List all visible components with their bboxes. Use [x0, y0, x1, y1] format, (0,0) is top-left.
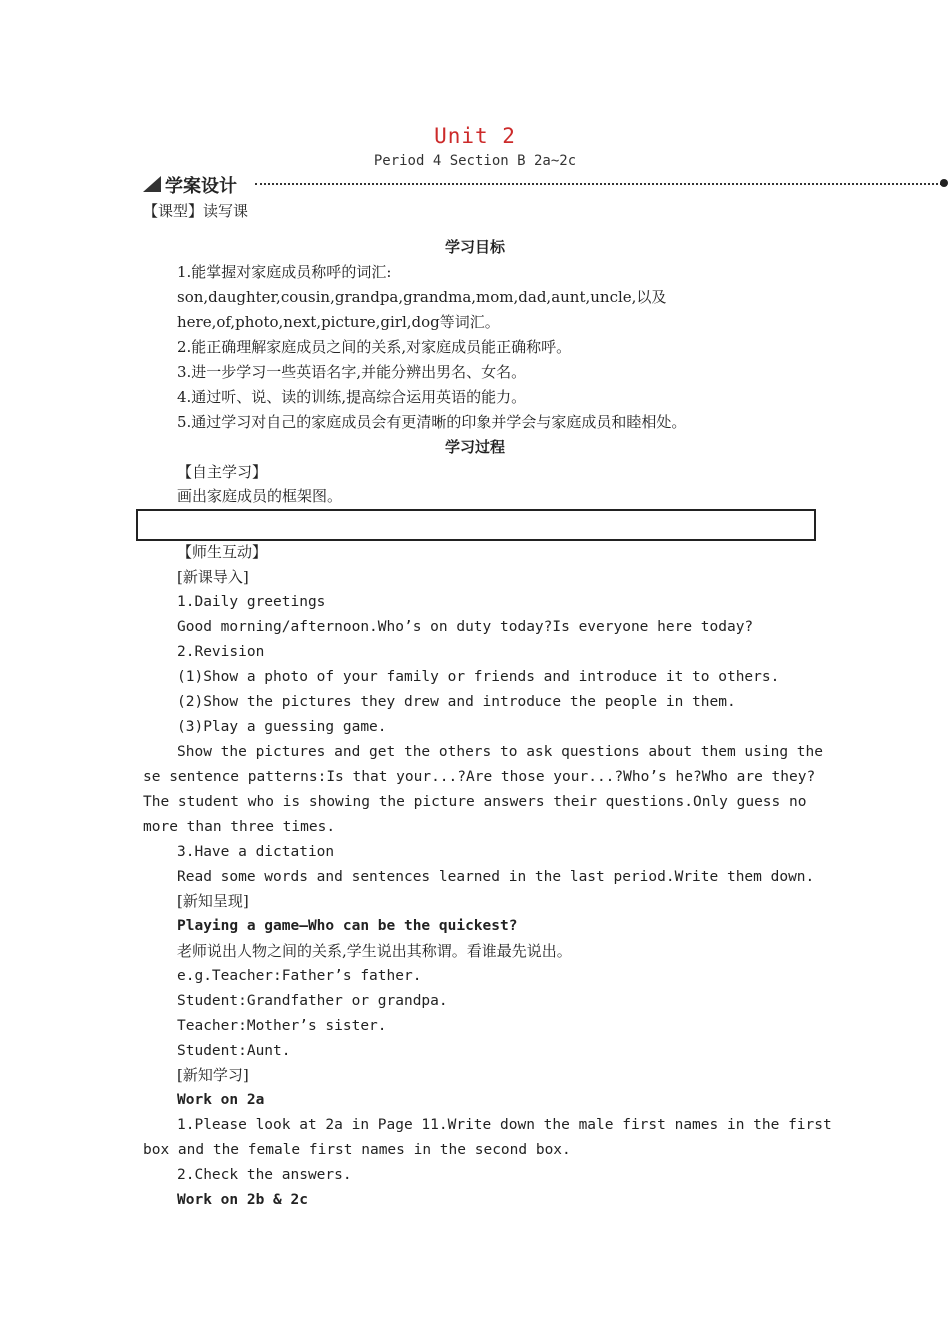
- self-study-label: 【自主学习】: [177, 463, 268, 481]
- process-line: (2)Show the pictures they drew and introduce the people in them.: [177, 694, 736, 710]
- example-line: Student:Grandfather or grandpa.: [177, 993, 448, 1009]
- game-title: Playing a game—Who can be the quickest?: [177, 918, 518, 934]
- banner-label: 学案设计: [165, 176, 237, 197]
- example-line: e.g.Teacher:Father’s father.: [177, 968, 422, 984]
- dictation-text: Read some words and sentences learned in the last period.Write them down.: [177, 869, 815, 885]
- unit-title: Unit 2: [434, 124, 516, 148]
- objective-item: here,of,photo,next,picture,girl,dog等词汇。: [177, 313, 500, 331]
- divider-end-dot: [940, 179, 948, 187]
- process-line: (3)Play a guessing game.: [177, 719, 387, 735]
- dictation-title: 3.Have a dictation: [177, 844, 335, 860]
- lesson-type: 【课型】读写课: [143, 202, 249, 220]
- triangle-icon: [143, 176, 161, 192]
- task-line: box and the female first names in the second box.: [143, 1142, 571, 1158]
- objective-item: son,daughter,cousin,grandpa,grandma,mom,dad,aunt,uncle,以及: [177, 288, 667, 306]
- objective-item: 3.进一步学习一些英语名字,并能分辨出男名、女名。: [177, 363, 527, 381]
- objective-item: 2.能正确理解家庭成员之间的关系,对家庭成员能正确称呼。: [177, 338, 572, 356]
- work-2a-heading: Work on 2a: [177, 1092, 265, 1108]
- objective-item: 1.能掌握对家庭成员称呼的词汇:: [177, 263, 392, 281]
- dotted-divider: [255, 183, 942, 185]
- objective-item: 4.通过听、说、读的训练,提高综合运用英语的能力。: [177, 388, 527, 406]
- paragraph-line: more than three times.: [143, 819, 336, 835]
- paragraph-line: se sentence patterns:Is that your...?Are those your...?Who’s he?Who are they?: [143, 769, 816, 785]
- game-desc: 老师说出人物之间的关系,学生说出其称谓。看谁最先说出。: [177, 942, 572, 960]
- paragraph-line: The student who is showing the picture answers their questions.Only guess no: [143, 794, 807, 810]
- objective-item: 5.通过学习对自己的家庭成员会有更清晰的印象并学会与家庭成员和睦相处。: [177, 413, 687, 431]
- task-line: 2.Check the answers.: [177, 1167, 352, 1183]
- objectives-heading: 学习目标: [444, 238, 505, 256]
- process-line: 2.Revision: [177, 644, 265, 660]
- answer-box: [136, 509, 816, 541]
- self-study-task: 画出家庭成员的框架图。: [177, 487, 343, 505]
- present-label: [新知呈现]: [177, 892, 249, 910]
- learn-label: [新知学习]: [177, 1066, 249, 1084]
- interaction-label: 【师生互动】: [177, 543, 268, 561]
- task-line: 1.Please look at 2a in Page 11.Write down the male first names in the first: [177, 1117, 832, 1133]
- intro-label: [新课导入]: [177, 568, 249, 586]
- process-heading: 学习过程: [444, 438, 505, 456]
- work-2b-heading: Work on 2b & 2c: [177, 1192, 308, 1208]
- paragraph-line: Show the pictures and get the others to ask questions about them using the: [177, 744, 824, 760]
- process-line: 1.Daily greetings: [177, 594, 326, 610]
- example-line: Student:Aunt.: [177, 1043, 291, 1059]
- process-line: Good morning/afternoon.Who’s on duty today?Is everyone here today?: [177, 619, 754, 635]
- section-subtitle: Period 4 Section B 2a~2c: [373, 153, 577, 169]
- process-line: (1)Show a photo of your family or friends and introduce it to others.: [177, 669, 780, 685]
- example-line: Teacher:Mother’s sister.: [177, 1018, 387, 1034]
- design-banner: [143, 172, 948, 196]
